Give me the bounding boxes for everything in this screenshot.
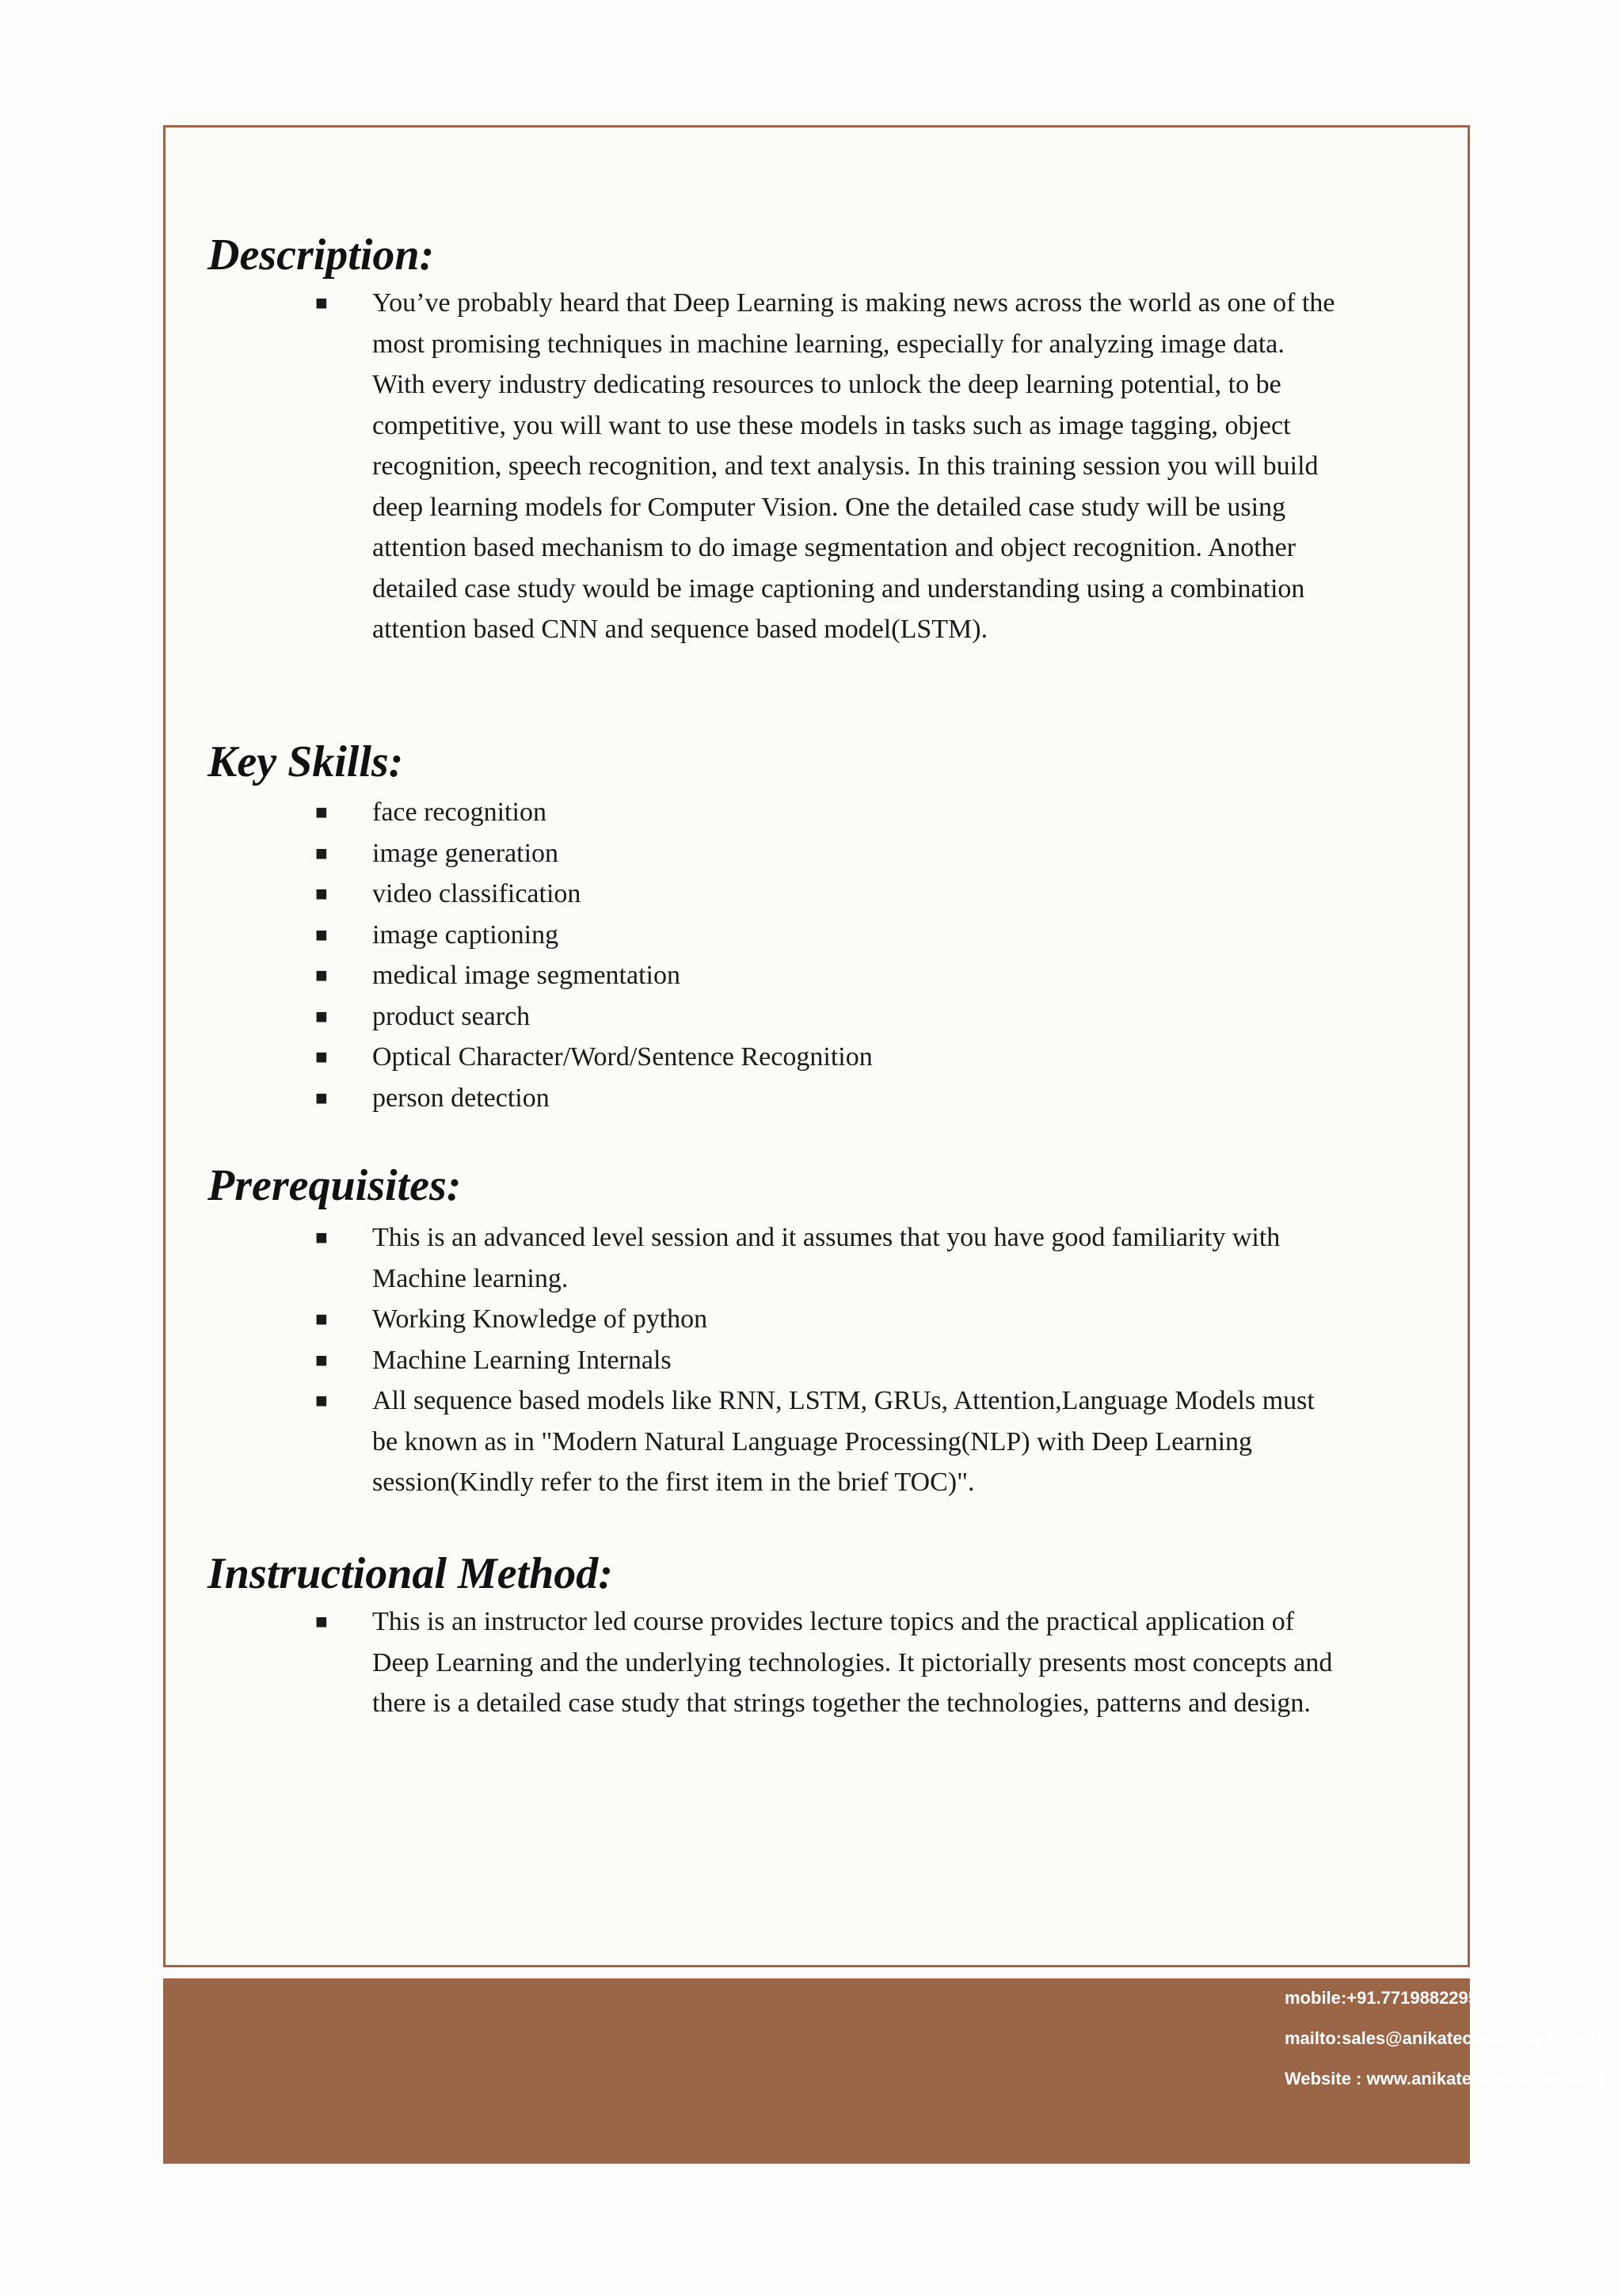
list-item: [315, 1037, 1345, 1078]
prerequisite-text: This is an advanced level session and it assumes that you have good familiarity with Machine learning.: [372, 1223, 1281, 1293]
description-heading: Description:: [208, 230, 435, 280]
bullet-icon: ■: [315, 1348, 328, 1372]
list-item: [315, 1380, 1345, 1503]
list-item: [315, 955, 1345, 996]
list-item: [315, 1340, 1345, 1381]
bullet-icon: ■: [315, 801, 328, 824]
instructional-method-heading: Instructional Method:: [208, 1549, 613, 1598]
prerequisites-heading: Prerequisites:: [208, 1161, 462, 1210]
bullet-icon: ■: [315, 1086, 328, 1110]
skill-text: person detection: [372, 1083, 550, 1113]
prerequisite-text: Working Knowledge of python: [372, 1304, 708, 1334]
description-list: [315, 283, 1337, 650]
bullet-icon: ■: [315, 1004, 328, 1028]
bullet-icon: ■: [315, 1045, 328, 1068]
skill-text: product search: [372, 1001, 531, 1031]
bullet-icon: ■: [315, 1610, 328, 1633]
list-item: [315, 1601, 1353, 1724]
contact-footer: [163, 1978, 1605, 2164]
instructional-method-list: [315, 1601, 1353, 1724]
skill-text: Optical Character/Word/Sentence Recognition: [372, 1042, 873, 1072]
bullet-icon: ■: [315, 1226, 328, 1249]
skill-text: face recognition: [372, 798, 546, 827]
email-link[interactable]: mailto:sales@anikatechnologies.com: [1285, 2028, 1595, 2048]
bullet-icon: ■: [315, 964, 328, 987]
description-text: You’ve probably heard that Deep Learning is making news across the world as one of the most promising techniques in machine learning, especially for analyzing image data. With every industry dedicating resources to unlock the deep learning potential, to be competitive, you will want to use these models in tasks such as image tagging, object recognition, speech recognition, and text analysis. In this training session you will build deep learning models for Computer Vision. One the detailed case study will be using attention based mechanism to do image segmentation and object recognition. Another detailed case study would be image captioning and understanding using a combination attention based CNN and sequence based model(LSTM).: [372, 288, 1335, 644]
list-item: [315, 283, 1337, 650]
list-item: [315, 792, 1345, 833]
prerequisites-list: [315, 1217, 1345, 1503]
key-skills-heading: Key Skills:: [208, 737, 404, 786]
bullet-icon: ■: [315, 923, 328, 946]
skill-text: video classification: [372, 879, 581, 908]
key-skills-list: [315, 792, 1345, 1118]
list-item: [315, 1078, 1345, 1119]
mobile-number: mobile:+91.7719882295: [1285, 1988, 1479, 2008]
list-item: [315, 1299, 1345, 1340]
list-item: [315, 874, 1345, 915]
bullet-icon: ■: [315, 1308, 328, 1331]
bullet-icon: ■: [315, 291, 328, 314]
bullet-icon: ■: [315, 1389, 328, 1412]
prerequisite-text: Machine Learning Internals: [372, 1345, 672, 1375]
skill-text: image captioning: [372, 920, 559, 950]
instructional-method-text: This is an instructor led course provides lecture topics and the practical application of Deep Learning and the underlying technologies. It pictorially presents most concepts and there is a detailed case study that strings together the technologies, patterns and design.: [372, 1607, 1333, 1718]
website-link[interactable]: Website : www.anikatechnologies.com: [1285, 2069, 1605, 2088]
list-item: [315, 1217, 1345, 1299]
list-item: [315, 833, 1345, 874]
bullet-icon: ■: [315, 841, 328, 865]
bullet-icon: ■: [315, 882, 328, 905]
prerequisite-text: All sequence based models like RNN, LSTM, GRUs, Attention,Language Models must be known as in "Modern Natural Language Processing(NLP) with Deep Learning session(Kindly refer to the first item in the brief TOC)".: [372, 1386, 1315, 1497]
list-item: [315, 915, 1345, 956]
skill-text: medical image segmentation: [372, 961, 680, 990]
skill-text: image generation: [372, 838, 559, 868]
list-item: [315, 996, 1345, 1038]
